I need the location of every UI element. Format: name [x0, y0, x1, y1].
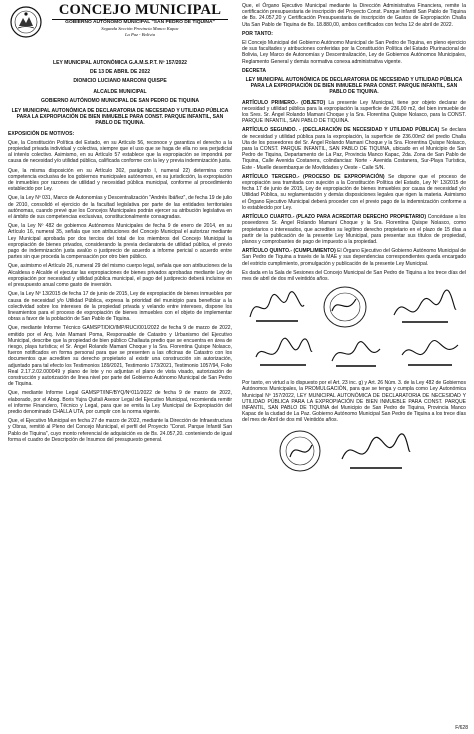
masthead-title: CONCEJO MUNICIPAL: [58, 2, 222, 18]
masthead-location: La Paz - Bolivia: [125, 31, 155, 37]
signature-stamp-icon: [246, 287, 308, 327]
motive-paragraph: Que, la Ley Nº 13/2015 de fecha 17 de junio de 2015, Ley de expropiación de bienes inmuebles por causa de necesidad y/o Utilidad Pública, expresa la prioridad del municipio para beneficiar a la colectividad sobre los intereses de la propiedad privada y velando entre intereses, dispone los lineamientos para el proceso de expropiación de bienes inmuebles con el objeto de implementar obras a favor de la población de San Pablo de Tiquina.: [8, 291, 232, 323]
motive-paragraph: Que, la Constitución Política del Estado, en su Artículo 56, reconoce y garantiza el derecho a la propiedad privada individual y colectiva, siempre que el uso que se haga de ella no sea perjudicial al interés colectivo. Asimismo, en su Artículo 57 establece que la expropiación se impondrá por causa de necesidad y/o utilidad pública, calificada conforme con la ley y previa indemnización justa.: [8, 139, 232, 165]
mayor-title: ALCALDE MUNICIPAL: [93, 88, 147, 95]
article-4: [242, 214, 466, 245]
council-signatures: [242, 285, 466, 377]
article-5-heading: ARTÍCULO QUINTO.- (CUMPLIMIENTO): [242, 248, 336, 255]
article-2: [242, 127, 466, 170]
mayor-signature: [242, 427, 466, 481]
article-5: [242, 248, 466, 267]
decree-subject: LEY MUNICIPAL AUTONÓMICA DE DECLARATORIA DE NECESIDAD Y UTILIDAD PÚBLICA PARA LA EXPROPIACIÓN DE BIEN INMUEBLE PARA CONST. PARQUE INFANTIL, SAN PABLO DE TIQUINA.: [245, 77, 463, 96]
motive-paragraph: Que, mediante Informe Técnico GAMSPT/DIO/IMP/RUC/001/2022 de fecha 9 de marzo de 2022, emitido por el Arq. Iván Mamani Poma, Responsable de Catastro y Urbanismo del Ejecutivo Municipal, describe que la propiedad de bien público Challauta predio que se encuentra en área de riesgo, playa turística; el Sr. Ángel Rolando Mamani Choque y la Sra. Florentina Quispe Nolasco, fueron notificados en forma personal para que se presenten a las oficinas de Catastro con los documentos que acrediten su derecho propietario al existir una construcción sin autorización, adjuntado para tal efecto los Testimonios 189/2021, Testimonio 173/2021, Testimonio 1057/94, Folio Real 2.17.2.02.000049 y plano de lote y no adjuntan el plano de vista visado, autorización de construcción y autorización de línea nivel por parte del Gobierno Autónomo Municipal de San Pedro de Tiquina.: [8, 325, 232, 388]
council-seal-icon: [322, 285, 368, 329]
masthead-motto: Segunda Sección Provincia Manco Kapac: [101, 26, 179, 31]
budget-paragraph: Que, el Órgano Ejecutivo Municipal mediante la Dirección Administrativa Financiera, remite la certificación presupuestaria de inscripción del Proyecto Const. Parque Infantil San Pablo de Tiquina de Bs. 24.057,20 y Certificación Presupuestaria de inscripción de Gastos de Expropiación Challa Uta San Pablo de Tiquina de Bs. 18.880,00, ambos certificados con fecha 12 de abril de 2022.: [242, 3, 466, 28]
motive-paragraph: Que, la misma disposición en su Artículo 302, parágrafo I, numeral 22) determina como competencia exclusiva de los gobiernos municipales autónomos, en su jurisdicción, la expropiación de inmuebles por razones de utilidad y necesidad pública municipal, conforme al procedimiento establecido por Ley.: [8, 167, 232, 193]
signature-stamp-icon: [250, 333, 316, 373]
decreta-heading: DECRETA: [242, 67, 267, 74]
law-date: DE 13 DE ABRIL DE 2022: [89, 69, 151, 76]
signature-stamp-icon: [398, 333, 462, 373]
motive-paragraph: Que, mediante Informe Legal GAMSPT/INF/BYQ/Nº011/2022 de fecha 9 de marzo de 2022, elaborado, por el Abog. Boris Yujra Quitali Asesor Legal del Ejecutivo Municipal, recomienda remitir el informe Financiero, Técnico y Legal, para que se emita la Ley Municipal de Expropiación del predio denominado CHALLA UTA, por cumplir con la norma vigente.: [8, 390, 232, 415]
signature-stamp-icon: [338, 431, 414, 475]
law-signer: DIONICIO LUCIANO MARCONI QUISPE: [73, 78, 167, 85]
article-1: [242, 100, 466, 125]
right-column: [242, 3, 466, 484]
article-2-body: Se declara de necesidad y utilidad pública para la expropiación, la superficie de 236.00m2 del predio Challa Uta de los poseedores del Sr. Ángel Rolando Mamani Choque y la Sra. Florentina Quispe Nolasco, para la CONST. PARQUE INFANTIL, SAN PABLO DE TIQUINA, ubicado en el Municipio de San Pedro de Tiquina, Departamento de La Paz, Provincia Manco Kapac, 2da. Zona de San Pablo de Tiquina, Calle Avenida Costanera, colindancias: Norte - Avenida Costanera, Sur-Playa Turística, Este - Muelle desembarque de Movilidades y Oeste - Calle S/N.: [242, 127, 466, 171]
mayor-entity: GOBIERNO AUTÓNOMO MUNICIPAL DE SAN PEDRO DE TIQUINA: [40, 97, 200, 104]
motives-heading: EXPOSICIÓN DE MOTIVOS:: [8, 130, 75, 137]
page-code: F/628: [455, 725, 468, 731]
article-3-heading: ARTÍCULO TERCERO.- (PROCESO DE EXPROPIACIÓN): [242, 173, 385, 180]
law-subject: LEY MUNICIPAL AUTONÓMICA DE DECLARATORIA DE NECESIDAD Y UTILIDAD PÚBLICA PARA LA EXPROPIACIÓN DE BIEN INMUEBLE PARA CONST. PARQUE INFANTIL, SAN PABLO DE TIQUINA.: [11, 108, 229, 127]
motive-paragraph: Que, la Ley Nº 031, Marco de Autonomías y Descentralización "Andrés Ibáñez", de fecha 19 de julio de 2010, consolidó el ejercicio de la facultad legislativa por parte de las entidades territoriales autónomas, cuando prevé que los Concejos Municipales podrán ejercer su atribución legislativa en el ámbito de sus competencias exclusivas, constitucionalmente consagradas.: [8, 195, 232, 221]
masthead-subtitle: GOBIERNO AUTÓNOMO MUNICIPAL "SAN PEDRO DE TIQUINA": [65, 20, 215, 25]
signature-stamp-icon: [390, 289, 460, 329]
article-1-body: La presente Ley Municipal, tiene por objeto declarar de necesidad y utilidad pública para la expropiación la superficie de 236,00 m2, del bien inmueble de los Sres. Sr. Ángel Rolando Mamani Choque y la Sra. Florentina Quispe Nolasco, para la CONST. PARQUE INFANTIL, SAN PABLO DE TIQUINA.: [242, 99, 466, 125]
por-tanto-heading: POR TANTO:: [242, 30, 273, 37]
article-3-body: Se dispone que el proceso de expropiación sea tramitada con sujeción a la Constitución Política del Estado, Ley Nº 13/2015 de fecha 17 de junio de 2015, Ley de expropiación de bienes inmuebles por causa de necesidad y/o Utilidad Pública, su reglamentación y demás disposiciones legales que rigen la materia. Asimismo el Órgano Ejecutivo Municipal deberá proceder con el previo pago de la indemnización conforme a lo establecido por Ley.: [242, 173, 466, 211]
motive-paragraph: Que, asimismo el Artículo 26, numeral 29 del mismo cuerpo legal, señala que son atribuciones de la Alcaldesa o Alcalde el ejecutar las expropiaciones de bienes privados aprobadas mediante Ley de expropiación por necesidad y utilidad pública municipal, el pago del justiprecio deberá incluirse en el presupuesto anual como gasto de inversión.: [8, 263, 232, 289]
article-3: [242, 174, 466, 211]
motive-paragraph: Que, la Ley Nº 482 de gobiernos Autónomos Municipales de fecha 9 de enero de 2014, en su Artículo 16, numeral 35, señala que son atribuciones del Concejo Municipal el autorizar mediante Ley Municipal aprobada por dos tercios del total de los miembros del Concejo Municipal la expropiación de bienes privados, considerando la previa declaratoria de utilidad pública, el previo pago de indemnización justa avalúo o justiprecio de acuerdo a informe pericial o acuerdo entre partes sin que proceda la compensación por otro bien público.: [8, 223, 232, 261]
law-title: LEY MUNICIPAL AUTONÓMICA G.A.M.S.P.T. Nº 157/2022: [53, 60, 187, 66]
mayor-seal-icon: [278, 429, 322, 473]
masthead: [8, 2, 234, 58]
motive-paragraph: Que, el Ejecutivo Municipal en fecha 27 de marzo de 2022, mediante la Dirección de Infraestructura y Obras, remitió al Pleno del Concejo Municipal, el perfil del Proyecto "Const. Parque Infantil San Pablo de Tiquina", cuyo monto referencial de adquisición es de Bs. 24.057,20. conteniendo de igual forma el cuadro de Descripción de Insumos del presupuesto general.: [8, 418, 232, 443]
article-5-body: El Órgano Ejecutivo del Gobierno Autónomo Municipal de San Pedro de Tiquina a través de la MAE y sus dependencias correspondientes queda encargado del estricto cumplimiento, promulgación y publicación de la presente Ley Municipal.: [242, 248, 466, 267]
municipal-seal-icon: [10, 6, 42, 38]
left-column: [8, 60, 232, 446]
article-1-heading: ARTÍCULO PRIMERO.- (OBJETO): [242, 99, 326, 106]
closing-paragraph: Es dada en la Sala de Sesiones del Concejo Municipal de San Pedro de Tiquina a los trece días del mes de abril de dos mil veintidós años.: [242, 269, 466, 282]
promulgation-paragraph: Por tanto, en virtud a lo dispuesto por el Art. 23 inc. g) y Art. 26 Núm. 3. de la Ley 482 de Gobiernos Autónomos Municipales, la PROMULGACIÓN, para que se tenga y cumpla como Ley Autonómica Municipal Nº 157/2022, LEY MUNICIPAL AUTONÓMICA DE DECLARATORIA DE NECESIDAD Y UTILIDAD PÚBLICA PARA LA EXPROPIACIÓN DE BIEN INMUEBLE PARA CONST. PARQUE INFANTIL, SAN PABLO DE TIQUINA del Municipio de San Pedro de Tiquina, Provincia Manco Kapac de la ciudad de La Paz. Gobierno Autónomo Municipal San Pedro de Tiquina a los trece días del mes de Abril de dos mil Veintidós años.: [242, 380, 466, 424]
article-2-heading: ARTÍCULO SEGUNDO. - (DECLARACIÓN DE NECESIDAD Y UTILIDAD PÚBLICA): [242, 127, 440, 134]
masthead-text: [46, 2, 234, 37]
article-4-heading: ARTÍCULO CUARTO.- (PLAZO PARA ACREDITAR DERECHO PROPIETARIO): [242, 214, 427, 221]
article-4-body: Concédase a los poseedores Sr. Ángel Rolando Mamani Choque y la Sra. Florentina Quispe Nolasco, como propietarios o interesados, que acrediten su legítimo derecho propietario en el plazo de 15 días a partir de la publicación de la presente Ley Municipal, para presentar sus títulos de propiedad, planos y comprobantes de pago de impuesto a la propiedad.: [242, 214, 466, 245]
authority-paragraph: El Concejo Municipal del Gobierno Autónomo Municipal de San Pedro de Tiquina, en pleno ejercicio de sus facultades y atribuciones conferidas por la Constitución Política del Estado Plurinacional de Bolivia, Ley Marco de Autonomías y Descentralización, Ley de Gobiernos Autónomos Municipales, Reglamento General y demás normativa conexa administrativa vigente.: [242, 40, 466, 65]
signature-stamp-icon: [328, 335, 384, 373]
